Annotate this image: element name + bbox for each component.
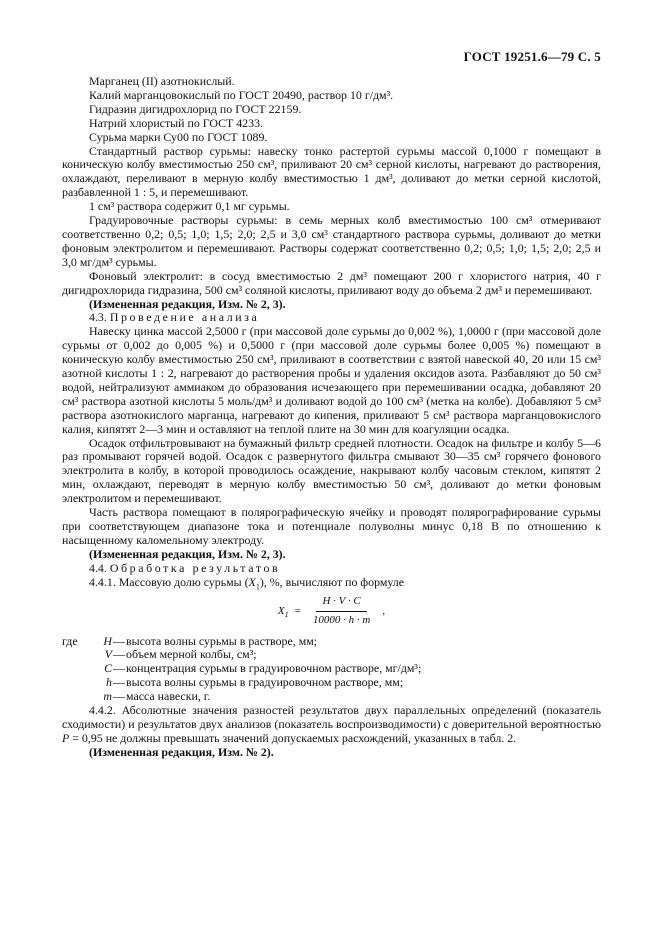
definition-row: V — объем мерной колбы, см³; <box>104 647 257 662</box>
variable-p: P <box>62 730 70 745</box>
section-number: 4.4. <box>89 560 107 575</box>
procedure-paragraph: Навеску цинка массой 2,5000 г (при массовой доле сурьмы до 0,002 %), 1,0000 г (при массовой доле сурьмы от 0,002 до 0,005 %) и 0,5000 г (при массовой доле сурьмы более 0,005 %) помещают в коническую колбу вместимостью 250 см³, приливают в соответствии с взятой навеской 40, 20 или 15 см³ азотной кислоты 1 : 2, нагревают до растворения пробы и удаления оксидов азота. Разбавляют до 50 см³ водой, нейтрализуют аммиаком до образования исчезающего при перемешивании осадка, добавляют 20 см³ раствора азотной кислоты 5 моль/дм³ и доливают водой до 100 см³ (метка на колбе). Добавляют 5 см³ раствора азотнокислого марганца, нагревают до кипения, приливают 5 см³ раствора марганцовокислого калия, кипятят 2—3 мин и оставляют на теплой плите на 30 мин для коагуляции осадка. <box>62 324 601 436</box>
section-heading-4-3 <box>62 311 601 325</box>
amendment-note: (Измененная редакция, Изм. № 2, 3). <box>89 546 286 561</box>
formula-equals: = <box>294 604 301 617</box>
standard-solution-paragraph: Стандартный раствор сурьмы: навеску тонко растертой сурьмы массой 0,1000 г помещают в коническую колбу вместимостью 250 см³, приливают 20 см³ серной кислоты, нагревают до растворения, охлаждают, переливают в мерную колбу вместимостью 1 дм³, доливают до метки серной кислотой, разбавленной 1 : 5, и перемешивают. <box>62 143 601 200</box>
calibration-solutions-paragraph: Градуировочные растворы сурьмы: в семь мерных колб вместимостью 100 см³ отмеривают соответственно 0,2; 0,5; 1,0; 1,5; 2,0; 2,5 и 3,0 см³ стандартного раствора сурьмы, доливают до метки фоновым электролитом и перемешивают. Растворы содержат соответственно 0,2; 0,5; 1,0; 1,5; 2,0; 2,5 и 3,0 мг/дм³ сурьмы. <box>62 213 601 269</box>
variable-definitions <box>62 635 601 705</box>
variable-x: X <box>248 574 256 589</box>
definition-row: m — масса навески, г. <box>103 689 211 704</box>
definition-row: где H — высота волны сурьмы в растворе, мм; <box>62 633 318 648</box>
reagent-line: Натрий хлористый по ГОСТ 4233. <box>89 115 263 130</box>
formula-denominator: 10000 · h · m <box>312 614 371 627</box>
polarography-paragraph: Часть раствора помещают в полярографическую ячейку и проводят полярографирование сурьмы при соответствующем диапазоне тока и потенциале полуволны минус 0,18 В по отношению к насыщенному каломельному электроду. <box>62 505 601 547</box>
section-number: 4.3. <box>89 310 107 325</box>
background-electrolyte-paragraph: Фоновый электролит: в сосуд вместимостью 2 дм³ помещают 200 г хлористого натрия, 40 г дигидрохлорида гидразина, 500 см³ соляной кислоты, приливают воду до объема 2 дм³ и перемешивают. <box>62 268 601 297</box>
filtration-paragraph: Осадок отфильтровывают на бумажный фильтр средней плотности. Осадок на фильтре и колбу 5—6 раз промывают горячей водой. Осадок с развернутого фильтра смывают 30—35 см³ горячего фонового электролита в колбу, в которой проводилось осаждение, накрывают колбу часовым стеклом, кипятят 2 мин, охлаждают, переводят в мерную колбу вместимостью 50 см³, доливают до метки фоновым электролитом и перемешивают. <box>62 435 601 506</box>
mass-fraction-formula <box>62 596 601 628</box>
section-heading-4-4 <box>62 562 601 576</box>
variable-subscript: 1 <box>255 582 260 591</box>
clause-4-4-1 <box>62 576 601 590</box>
section-title: Обработка результатов <box>109 560 281 575</box>
formula-numerator: H · V · C <box>316 595 366 612</box>
reagent-line: Калий марганцовокислый по ГОСТ 20490, раствор 10 г/дм³. <box>89 87 394 102</box>
reagent-line: Сурьма марки Су00 по ГОСТ 1089. <box>89 129 268 144</box>
clause-text: ), %, вычисляют по формуле <box>259 574 405 589</box>
amendment-note: (Измененная редакция, Изм. № 2, 3). <box>89 296 286 311</box>
section-title: Проведение анализа <box>109 310 260 325</box>
formula-comma: , <box>382 604 386 617</box>
page-header: ГОСТ 19251.6—79 С. 5 <box>463 49 601 64</box>
reagent-line: Марганец (II) азотнокислый. <box>89 74 235 88</box>
page-content <box>62 75 601 760</box>
standard-concentration-paragraph: 1 см³ раствора содержит 0,1 мг сурьмы. <box>89 199 290 214</box>
formula-lhs: $X_1$ <box>277 604 289 619</box>
definition-row: h — высота волны сурьмы в градуировочном растворе, мм; <box>106 675 404 690</box>
clause-4-4-2: 4.4.2. Абсолютные значения разностей результатов двух параллельных определений (показатель сходимости) и результатов двух анализов (показатель воспроизводимости) с доверительной вероятностью P = 0,95 не должны превышать значений допускаемых расхождений, указанных в табл. 2. <box>62 703 601 745</box>
reagent-line: Гидразин дигидрохлорид по ГОСТ 22159. <box>89 101 302 116</box>
clause-text: 4.4.1. Массовую долю сурьмы ( <box>89 574 249 589</box>
formula-fraction <box>307 595 376 628</box>
definition-row: C — концентрация сурьмы в градуировочном растворе, мг/дм³; <box>104 661 422 676</box>
amendment-note: (Измененная редакция, Изм. № 2). <box>89 744 274 759</box>
